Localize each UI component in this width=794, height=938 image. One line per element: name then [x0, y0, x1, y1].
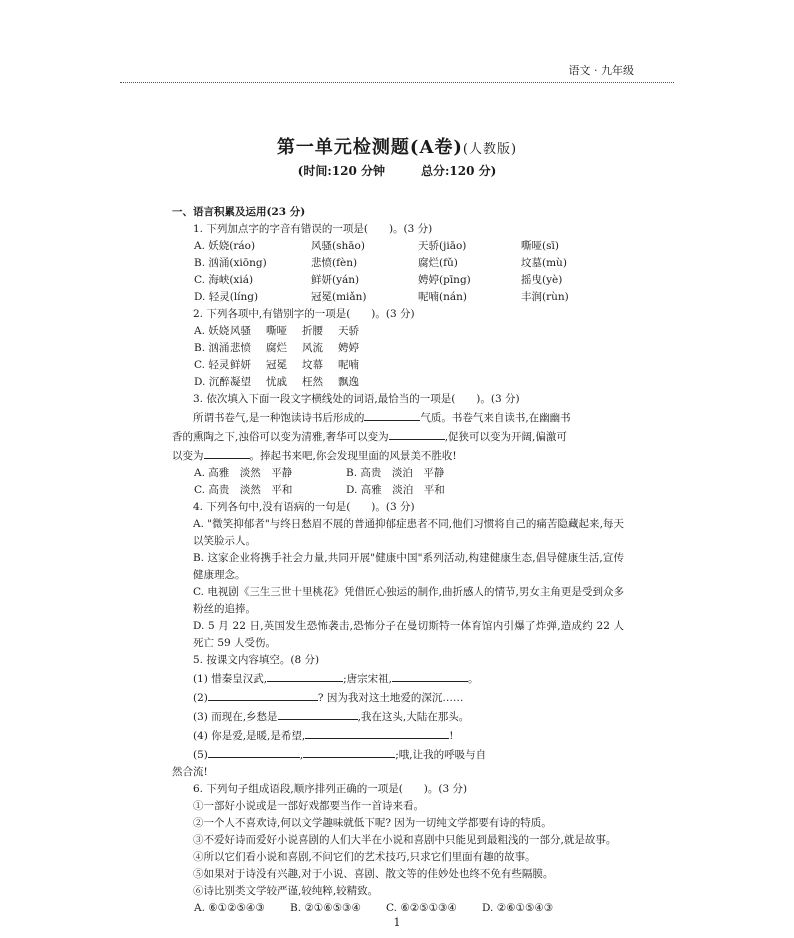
exam-content [172, 204, 624, 917]
blank[interactable] [208, 745, 300, 758]
header-divider [120, 82, 674, 83]
question-6-sentence-1: ①一部好小说或是一部好戏都要当作一首诗来看。 [193, 800, 424, 812]
question-2-option-a: A. 妖娆 风骚 嘶哑 折腰 天骄 [194, 325, 359, 337]
question-6-options: A. ⑥①②⑤④③ B. ②①⑥⑤③④ C. ⑥②⑤①③④ D. ②⑥①⑤④③ [194, 902, 554, 914]
exam-time: (时间:120 分钟 [297, 164, 385, 178]
question-6-sentence-6: ⑥诗比别类文学较严谨,较纯粹,较精致。 [193, 885, 379, 897]
blank-3[interactable] [204, 446, 250, 459]
question-6-sentence-5: ⑤如果对于诗没有兴趣,对于小说、喜剧、散文等的佳妙处也终不免有些隔膜。 [193, 868, 554, 880]
question-2-option-c: C. 轻灵 鲜妍 冠冕 坟幕 呢喃 [194, 359, 359, 371]
question-4-option-b: B. 这家企业将携手社会力量,共同开展"健康中国"系列活动,构建健康生态,倡导健康生活,宣传健康理念。 [193, 552, 624, 581]
blank[interactable] [208, 688, 318, 701]
question-1-option-b: B. 汹涌(xiōng) 悲愤(fèn) 腐烂(fǔ) 坟墓(mù) [194, 257, 567, 269]
blank[interactable] [392, 669, 468, 682]
question-6-sentence-2: ②一个人不喜欢诗,何以文学趣味就低下呢? 因为一切纯文学都要有诗的特质。 [193, 817, 552, 829]
title-main: 第一单元检测题(A卷) [276, 137, 463, 158]
question-4-option-c: C. 电视剧《三生三世十里桃花》凭借匠心独运的制作,曲折感人的情节,男女主角更是受到众多粉丝的追捧。 [193, 586, 624, 615]
question-5-item-5: (5) , ;哦,让我的呼吸与自 [172, 745, 624, 764]
question-4-stem: 4. 下列各句中,没有语病的一句是( )。(3 分) [193, 501, 415, 513]
blank-2[interactable] [389, 427, 445, 440]
question-5-item-2: (2) ? 因为我对这土地爱的深沉…… [172, 688, 624, 707]
question-2-option-d: D. 沉醉 凝望 忧戚 枉然 飘逸 [194, 376, 359, 388]
question-3-passage-line-2: 香的熏陶之下,浊俗可以变为清雅,奢华可以变为 ,促狭可以变为开阔,偏激可 [172, 427, 624, 446]
page-number: 1 [393, 916, 401, 929]
question-5-stem: 5. 按课文内容填空。(8 分) [193, 654, 320, 666]
question-5-item-3: (3) 而现在,乡愁是 ,我在这头,大陆在那头。 [172, 707, 624, 726]
question-1-stem: 1. 下列加点字的字音有错误的一项是( )。(3 分) [193, 223, 433, 235]
question-3-stem: 3. 依次填入下面一段文字横线处的词语,最恰当的一项是( )。(3 分) [193, 393, 520, 405]
exam-score: 总分:120 分) [421, 164, 497, 178]
question-6-sentence-4: ④所以它们看小说和喜剧,不问它们的艺术技巧,只求它们里面有趣的故事。 [193, 851, 536, 863]
question-3-options-cd: C. 高贵 淡然 平和 D. 高雅 淡泊 平和 [194, 484, 445, 496]
question-4-option-d: D. 5 月 22 日,英国发生恐怖袭击,恐怖分子在曼切斯特一体育馆内引爆了炸弹,造成约 22 人死亡 59 人受伤。 [193, 620, 624, 649]
question-6-stem: 6. 下列句子组成语段,顺序排列正确的一项是( )。(3 分) [193, 783, 468, 795]
question-1-option-d: D. 轻灵(líng) 冠冕(miǎn) 呢喃(nán) 丰润(rùn) [194, 291, 569, 303]
question-6-sentence-3: ③不爱好诗而爱好小说喜剧的人们大半在小说和喜剧中只能见到最粗浅的一部分,就是故事。 [193, 834, 617, 846]
page-header: 语文 · 九年级 [568, 64, 634, 77]
page-title [0, 133, 794, 159]
blank[interactable] [267, 669, 343, 682]
blank[interactable] [305, 726, 449, 739]
blank[interactable] [303, 745, 395, 758]
question-2-stem: 2. 下列各项中,有错别字的一项是( )。(3 分) [193, 308, 415, 320]
exam-info [0, 162, 794, 179]
question-4-option-a: A. "微笑抑郁者"与终日愁眉不展的普通抑郁症患者不同,他们习惯将自己的痛苦隐藏起来,每天以笑脸示人。 [193, 518, 624, 547]
section-heading: 一、语言积累及运用(23 分) [172, 206, 306, 218]
question-5-item-5-cont: 然合流! [172, 766, 208, 778]
question-3-options-ab: A. 高雅 淡然 平静 B. 高贵 淡泊 平静 [194, 467, 445, 479]
question-1-option-a: A. 妖娆(ráo) 风骚(shāo) 天骄(jiāo) 嘶哑(sī) [194, 240, 559, 252]
question-5-item-1: (1) 惜秦皇汉武, ;唐宗宋祖, 。 [172, 669, 624, 688]
blank-1[interactable] [364, 408, 420, 421]
question-5-item-4: (4) 你是爱,是暖,是希望, ! [172, 726, 624, 745]
title-edition: (人教版) [462, 142, 518, 157]
blank[interactable] [278, 707, 358, 720]
question-3-passage-line-1: 所谓书卷气,是一种饱读诗书后形成的 气质。书卷气来自读书,在幽幽书 [172, 408, 624, 427]
question-1-option-c: C. 海峡(xiá) 鲜妍(yán) 娉婷(pīng) 摇曳(yè) [194, 274, 563, 286]
question-3-passage-line-3: 以变为 。捧起书来吧,你会发现里面的风景美不胜收! [172, 446, 624, 465]
question-2-option-b: B. 汹涌 悲愤 腐烂 风流 娉婷 [194, 342, 359, 354]
